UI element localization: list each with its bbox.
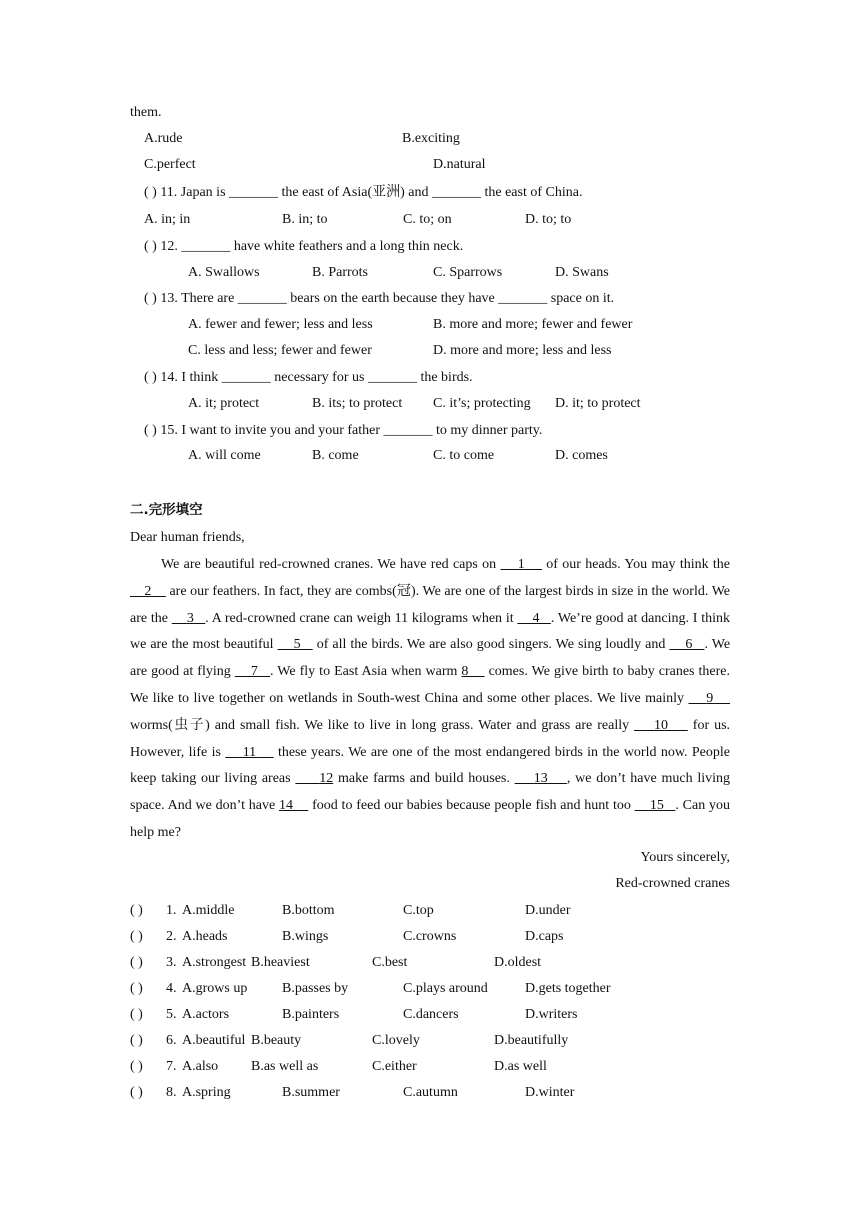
question-stem: 14. I think _______ necessary for us _______ the birds. (160, 370, 473, 385)
blank-13: 13 (533, 771, 548, 787)
blank-2: 2 (144, 583, 152, 599)
cloze-q2-paren: ( ) (130, 929, 143, 944)
cloze-q6-option-b: B.beauty (251, 1033, 302, 1048)
q10-option-a: A.rude (144, 131, 183, 146)
cloze-q8-option-b: B.summer (282, 1085, 340, 1100)
cloze-q1-number: 1. (166, 903, 177, 918)
q12-option-d: D. Swans (555, 265, 609, 280)
cloze-q5-option-b: B.painters (282, 1007, 340, 1022)
cloze-q3-paren: ( ) (130, 955, 143, 970)
q14-option-d: D. it; to protect (555, 396, 641, 411)
q14-option-b: B. its; to protect (312, 396, 403, 411)
cloze-q1-option-d: D.under (525, 903, 571, 918)
letter-signature: Red-crowned cranes (615, 876, 730, 891)
cloze-q6-option-d: D.beautifully (494, 1033, 569, 1048)
blank-3: 3 (186, 610, 194, 626)
cloze-q5-option-a: A.actors (182, 1007, 230, 1022)
q11-option-d: D. to; to (525, 212, 572, 227)
blank-4: 4 (532, 610, 540, 626)
blank-5: 5 (293, 637, 301, 653)
q12-option-b: B. Parrots (312, 265, 368, 280)
question-stem: 13. There are _______ bears on the earth because they have _______ space on it. (160, 291, 615, 306)
blank-6: 6 (685, 637, 693, 653)
question-stem: 11. Japan is _______ the east of Asia(亚洲) and _______ the east of China. (160, 185, 583, 200)
cloze-q2-option-d: D.caps (525, 929, 564, 944)
letter-greeting: Dear human friends, (130, 530, 245, 545)
question-14 (144, 369, 473, 387)
cloze-q7-option-c: C.either (372, 1059, 417, 1074)
question-11 (144, 184, 582, 202)
q12-option-c: C. Sparrows (433, 265, 503, 280)
cloze-q5-number: 5. (166, 1007, 177, 1022)
cloze-q1-option-c: C.top (403, 903, 434, 918)
continued-text: them. (130, 105, 162, 120)
q14-option-a: A. it; protect (188, 396, 260, 411)
q11-option-c: C. to; on (403, 212, 452, 227)
cloze-q2-option-b: B.wings (282, 929, 329, 944)
cloze-q2-option-c: C.crowns (403, 929, 457, 944)
question-15 (144, 422, 542, 440)
blank-12: 12 (319, 771, 334, 787)
question-stem: 15. I want to invite you and your father _______ to my dinner party. (160, 423, 543, 438)
cloze-q6-number: 6. (166, 1033, 177, 1048)
cloze-q1-paren: ( ) (130, 903, 143, 918)
q15-option-a: A. will come (188, 448, 261, 463)
cloze-q2-option-a: A.heads (182, 929, 228, 944)
cloze-q8-number: 8. (166, 1085, 177, 1100)
answer-paren: ( ) (144, 423, 157, 438)
blank-7: 7 (250, 664, 258, 680)
q15-option-d: D. comes (555, 448, 608, 463)
blank-15: 15 (649, 798, 664, 814)
cloze-q4-option-a: A.grows up (182, 981, 248, 996)
cloze-q5-paren: ( ) (130, 1007, 143, 1022)
question-12 (144, 238, 463, 256)
cloze-q5-option-d: D.writers (525, 1007, 578, 1022)
q10-option-d: D.natural (433, 157, 486, 172)
cloze-q3-option-a: A.strongest (182, 955, 247, 970)
question-13 (144, 290, 614, 308)
cloze-q1-option-b: B.bottom (282, 903, 335, 918)
q14-option-c: C. it’s; protecting (433, 396, 531, 411)
answer-paren: ( ) (144, 291, 157, 306)
blank-8: 8 (461, 664, 469, 680)
answer-paren: ( ) (144, 185, 157, 200)
cloze-q7-number: 7. (166, 1059, 177, 1074)
q13-option-c: C. less and less; fewer and fewer (188, 343, 372, 358)
cloze-q6-option-a: A.beautiful (182, 1033, 246, 1048)
cloze-q8-paren: ( ) (130, 1085, 143, 1100)
cloze-q2-number: 2. (166, 929, 177, 944)
q12-option-a: A. Swallows (188, 265, 260, 280)
q13-option-d: D. more and more; less and less (433, 343, 612, 358)
blank-14: 14 (279, 798, 294, 814)
q10-option-b: B.exciting (402, 131, 460, 146)
cloze-q7-option-d: D.as well (494, 1059, 547, 1074)
cloze-q7-option-b: B.as well as (251, 1059, 319, 1074)
cloze-q1-option-a: A.middle (182, 903, 235, 918)
q15-option-b: B. come (312, 448, 359, 463)
cloze-q4-option-b: B.passes by (282, 981, 349, 996)
cloze-q8-option-c: C.autumn (403, 1085, 458, 1100)
cloze-q4-number: 4. (166, 981, 177, 996)
cloze-q8-option-d: D.winter (525, 1085, 575, 1100)
question-stem: 12. _______ have white feathers and a long thin neck. (160, 239, 464, 254)
cloze-q7-option-a: A.also (182, 1059, 219, 1074)
cloze-q3-number: 3. (166, 955, 177, 970)
blank-11: 11 (242, 744, 257, 760)
cloze-q6-paren: ( ) (130, 1033, 143, 1048)
cloze-q3-option-c: C.best (372, 955, 408, 970)
cloze-q7-paren: ( ) (130, 1059, 143, 1074)
cloze-q8-option-a: A.spring (182, 1085, 231, 1100)
blank-9: 9 (706, 690, 714, 706)
cloze-passage: We are beautiful red-crowned cranes. We have red caps on 1 of our heads. You may think the 2 are our feathers. In fact, they are combs(冠). We are one of the largest birds in size in the world. We are the 3 . A red-crowned crane can weigh 11 kilograms when it 4 . We’re good at dancing. I think we are the most beautiful 5 of all the birds. We are also good singers. We sing loudly and 6 . We are good at flying 7 . We fly to East Asia when warm 8 comes. We give birth to baby cranes there. We like to live together on wetlands in South-west China and some other places. We live mainly 9 worms(虫子) and small fish. We like to live in long grass. Water and grass are really 10 for us. However, life is 11 these years. We are one of the most endangered birds in the world now. People keep taking our living areas 12 make farms and build houses. 13 , we don’t have much living space. And we don’t have 14 food to feed our babies because people fish and hunt too 15 . Can you help me? (130, 557, 731, 840)
cloze-q3-option-b: B.heaviest (251, 955, 310, 970)
q10-option-c: C.perfect (144, 157, 196, 172)
blank-10: 10 (653, 717, 668, 733)
q15-option-c: C. to come (433, 448, 495, 463)
cloze-q5-option-c: C.dancers (403, 1007, 459, 1022)
cloze-q3-option-d: D.oldest (494, 955, 542, 970)
answer-paren: ( ) (144, 370, 157, 385)
letter-closing: Yours sincerely, (640, 850, 730, 865)
q11-option-a: A. in; in (144, 212, 191, 227)
q13-option-a: A. fewer and fewer; less and less (188, 317, 373, 332)
cloze-q4-option-c: C.plays around (403, 981, 488, 996)
cloze-q6-option-c: C.lovely (372, 1033, 420, 1048)
section-heading: 二.完形填空 (130, 502, 203, 518)
cloze-q4-paren: ( ) (130, 981, 143, 996)
q13-option-b: B. more and more; fewer and fewer (433, 317, 633, 332)
answer-paren: ( ) (144, 239, 157, 254)
q11-option-b: B. in; to (282, 212, 328, 227)
cloze-q4-option-d: D.gets together (525, 981, 611, 996)
blank-1: 1 (517, 557, 525, 572)
